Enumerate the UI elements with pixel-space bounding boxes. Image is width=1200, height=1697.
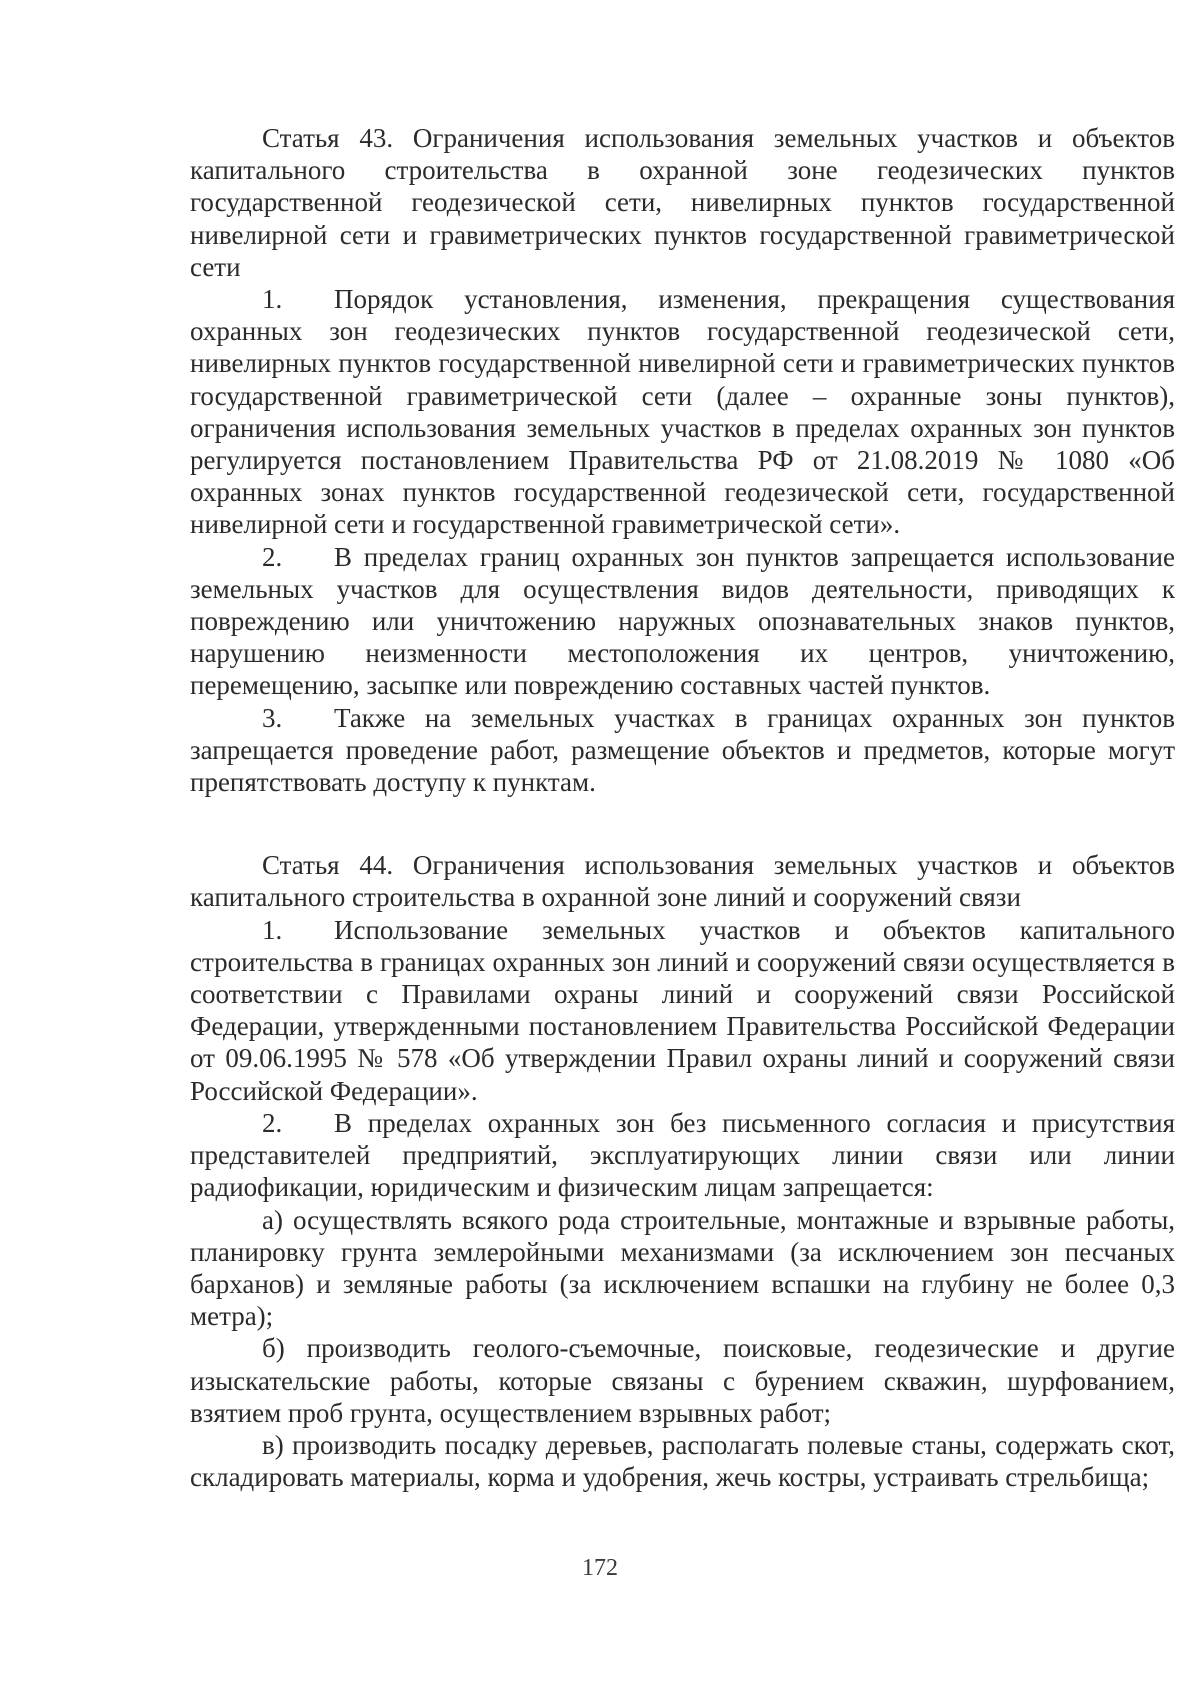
article-44-heading: Статья 44. Ограничения использования земельных участков и объектов капитального строительства в охранной зоне линий и сооружений связи xyxy=(190,850,1175,913)
item-number: 2. xyxy=(262,1107,283,1138)
item-text: В пределах границ охранных зон пунктов запрещается использование земельных участков для осуществления видов деятельности, приводящих к повреждению или уничтожению наружных опознавательных знаков пунктов, нарушению неизменности местоположения их центров, уничтожению, перемещению, засыпке или повреждению составных частей пунктов. xyxy=(190,541,1175,701)
article-43-item-2 xyxy=(190,541,1175,702)
item-number: 3. xyxy=(262,702,283,733)
page-body xyxy=(190,122,1175,1493)
item-text: Использование земельных участков и объектов капитального строительства в границах охранных зон линий и сооружений связи осуществляется в соответствии с Правилами охраны линий и сооружений связи Российской Федерации, утвержденными постановлением Правительства Российской Федерации от 09.06.1995 № 578 «Об утверждении Правил охраны линий и сооружений связи Российской Федерации». xyxy=(190,914,1175,1106)
page-number: 172 xyxy=(582,1555,618,1581)
item-text: В пределах охранных зон без письменного согласия и присутствия представителей предприятий, эксплуатирующих линии связи или линии радиофикации, юридическим и физическим лицам запрещается: xyxy=(190,1107,1175,1203)
article-44-item-2 xyxy=(190,1107,1175,1204)
item-number: 1. xyxy=(262,284,283,315)
item-text: Порядок установления, изменения, прекращения существования охранных зон геодезических пунктов государственной геодезической сети, нивелирных пунктов государственной нивелирной сети и гравиметрических пунктов государственной гравиметрической сети (далее – охранные зоны пунктов), ограничения использования земельных участков в пределах охранных зон пунктов регулируется постановлением Правительства РФ от 21.08.2019 № 1080 «Об охранных зонах пунктов государственной геодезической сети, государственной нивелирной сети и государственной гравиметрической сети». xyxy=(190,284,1175,540)
article-43-item-1 xyxy=(190,283,1175,541)
article-43-heading: Статья 43. Ограничения использования земельных участков и объектов капитального строительства в охранной зоне геодезических пунктов государственной геодезической сети, нивелирных пунктов государственной нивелирной сети и гравиметрических пунктов государственной гравиметрической сети xyxy=(190,123,1175,282)
article-44-subitem-v: в) производить посадку деревьев, располагать полевые станы, содержать скот, складировать материалы, корма и удобрения, жечь костры, устраивать стрельбища; xyxy=(190,1429,1175,1493)
item-text: Также на земельных участках в границах охранных зон пунктов запрещается проведение работ, размещение объектов и предметов, которые могут препятствовать доступу к пунктам. xyxy=(190,702,1175,798)
article-44-item-1 xyxy=(190,914,1175,1107)
article-44-subitem-b: б) производить геолого-съемочные, поисковые, геодезические и другие изыскательские работы, которые связаны с бурением скважин, шурфованием, взятием проб грунта, осуществлением взрывных работ; xyxy=(190,1333,1175,1428)
section-spacer xyxy=(190,798,1175,849)
item-number: 2. xyxy=(262,541,283,572)
article-43-item-3 xyxy=(190,702,1175,799)
article-44-subitem-a: а) осуществлять всякого рода строительные, монтажные и взрывные работы, планировку грунта землеройными механизмами (за исключением зон песчаных барханов) и земляные работы (за исключением вспашки на глубину не более 0,3 метра); xyxy=(190,1204,1175,1332)
item-number: 1. xyxy=(262,914,283,945)
